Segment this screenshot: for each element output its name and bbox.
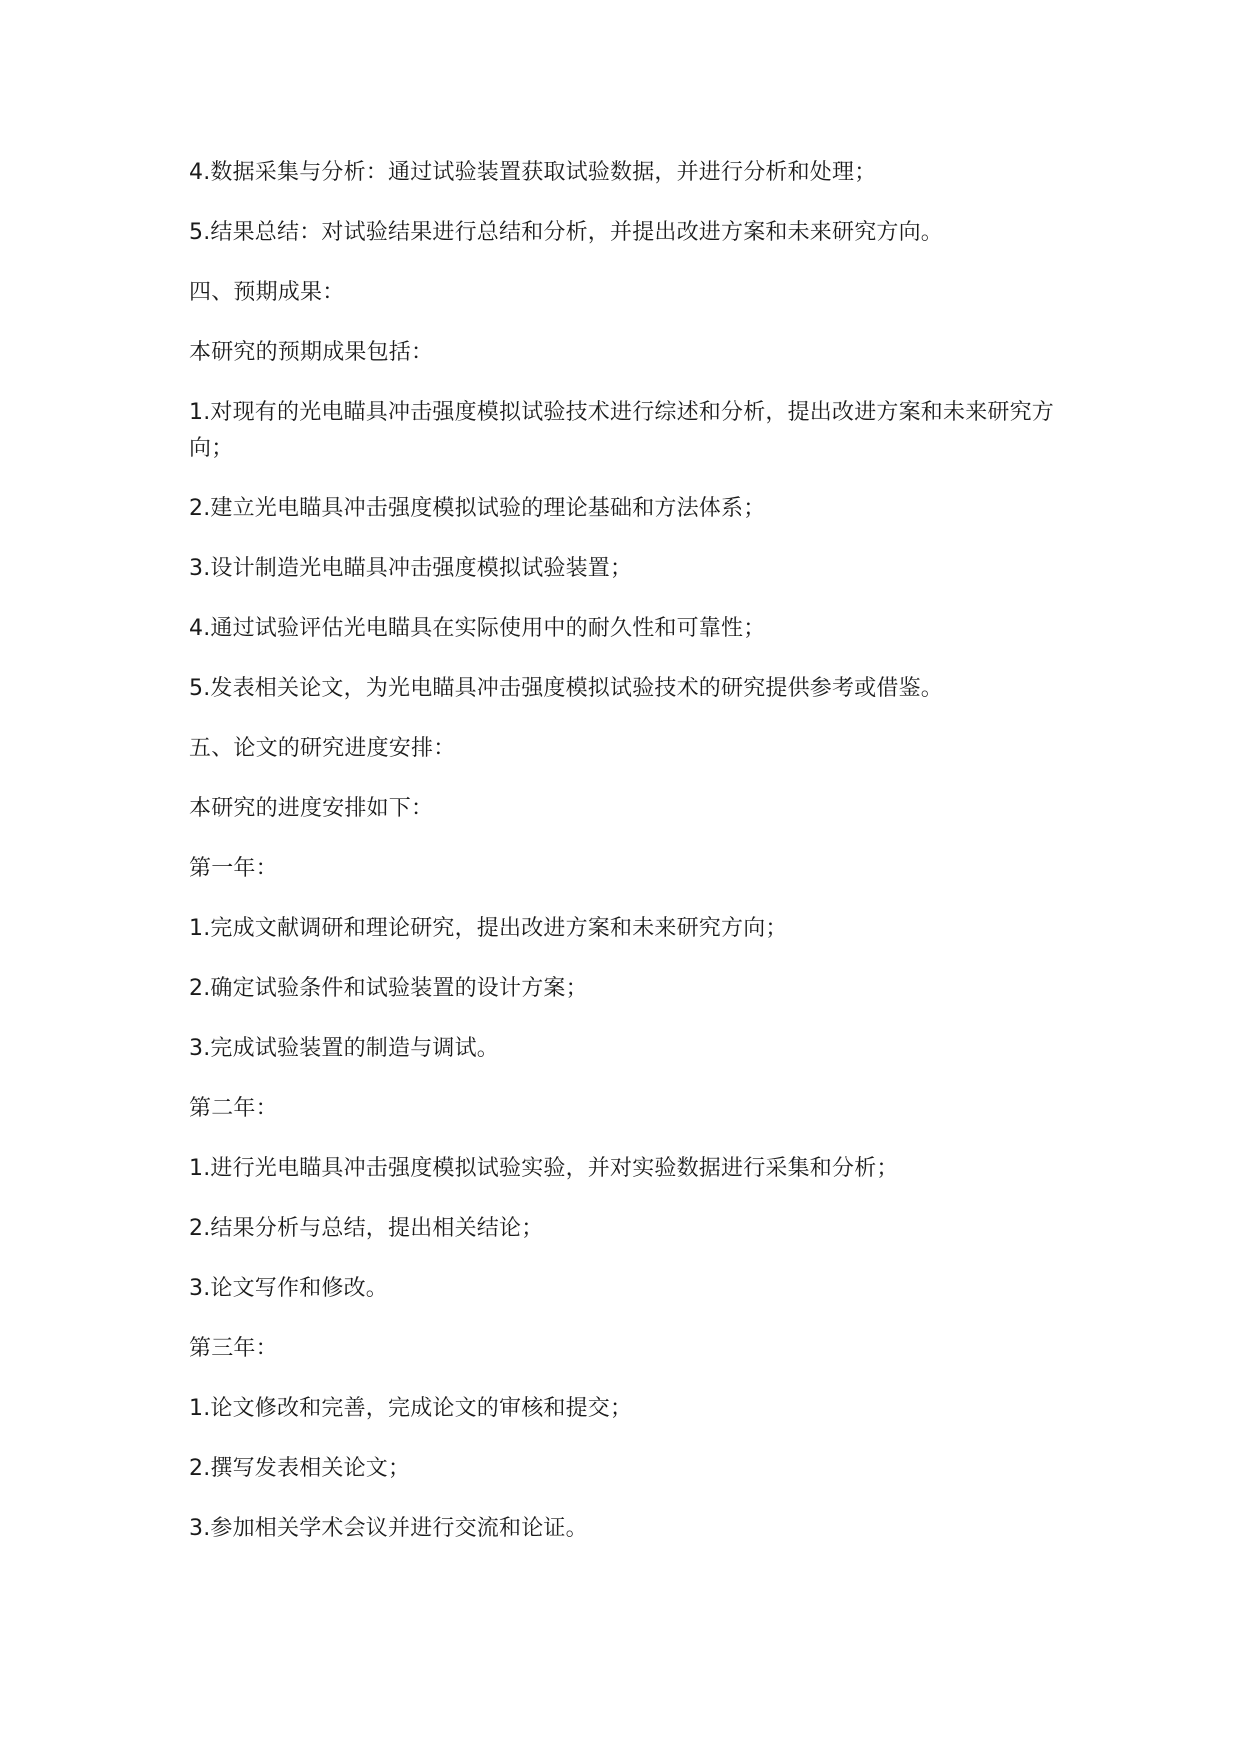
paragraph-result-summary-step: 5.结果总结：对试验结果进行总结和分析，并提出改进方案和未来研究方向。 [189,220,943,245]
paragraph-expected-results-intro: 本研究的预期成果包括： [189,340,434,365]
list-item-expected-result-5: 5.发表相关论文，为光电瞄具冲击强度模拟试验技术的研究提供参考或借鉴。 [189,676,943,701]
list-item-year-one-task-1: 1.完成文献调研和理论研究，提出改进方案和未来研究方向； [189,916,788,941]
list-item-expected-result-4: 4.通过试验评估光电瞄具在实际使用中的耐久性和可靠性； [189,616,766,641]
list-item-year-two-task-1: 1.进行光电瞄具冲击强度模拟试验实验，并对实验数据进行采集和分析； [189,1156,899,1181]
document-body [189,155,1069,1571]
list-item-year-two-task-2: 2.结果分析与总结，提出相关结论； [189,1216,544,1241]
list-item-year-two-task-3: 3.论文写作和修改。 [189,1276,388,1301]
list-item-expected-result-3: 3.设计制造光电瞄具冲击强度模拟试验装置； [189,556,633,581]
paragraph-data-collection-step: 4.数据采集与分析：通过试验装置获取试验数据，并进行分析和处理； [189,160,877,185]
subheading-year-three: 第三年： [189,1336,278,1361]
section-heading-expected-results: 四、预期成果： [189,280,345,305]
list-item-year-one-task-3: 3.完成试验装置的制造与调试。 [189,1036,499,1061]
list-item-year-three-task-1: 1.论文修改和完善，完成论文的审核和提交； [189,1396,633,1421]
list-item-expected-result-2: 2.建立光电瞄具冲击强度模拟试验的理论基础和方法体系； [189,496,766,521]
subheading-year-two: 第二年： [189,1096,278,1121]
list-item-year-one-task-2: 2.确定试验条件和试验装置的设计方案； [189,976,588,1001]
list-item-expected-result-1: 1.对现有的光电瞄具冲击强度模拟试验技术进行综述和分析，提出改进方案和未来研究方向； [189,400,1054,461]
section-heading-schedule: 五、论文的研究进度安排： [189,736,456,761]
subheading-year-one: 第一年： [189,856,278,881]
list-item-year-three-task-2: 2.撰写发表相关论文； [189,1456,411,1481]
paragraph-schedule-intro: 本研究的进度安排如下： [189,796,434,821]
list-item-year-three-task-3: 3.参加相关学术会议并进行交流和论证。 [189,1516,588,1541]
